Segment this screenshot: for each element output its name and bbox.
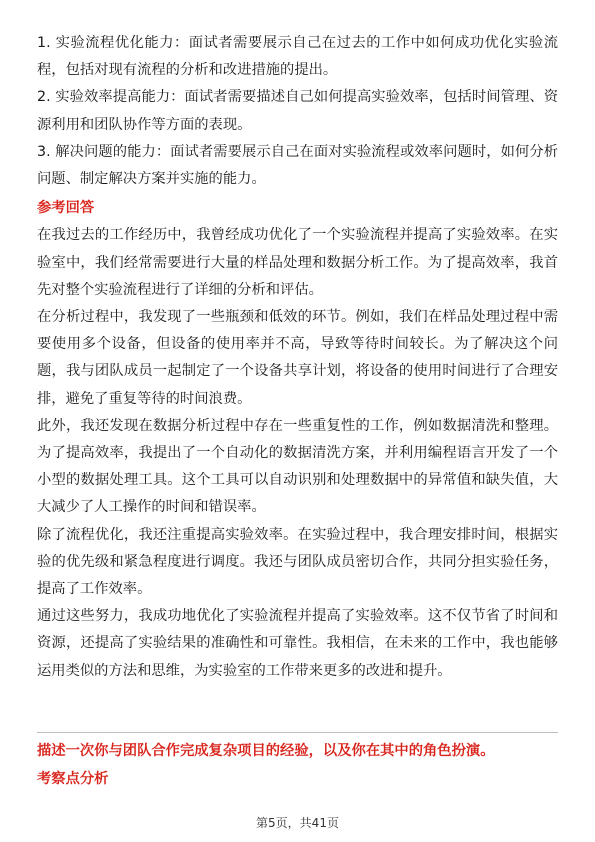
answer-paragraph-2: 在分析过程中，我发现了一些瓶颈和低效的环节。例如，我们在样品处理过程中需要使用多个设备，但设备的使用率并不高，导致等待时间较长。为了解决这个问题，我与团队成员一起制定了一个设备共享计划，将设备的使用时间进行了合理安排，避免了重复等待的时间浪费。	[37, 309, 558, 407]
criterion-1: 1. 实验流程优化能力：面试者需要展示自己在过去的工作中如何成功优化实验流程，包括对现有流程的分析和改进措施的提出。	[37, 35, 558, 79]
section-divider	[37, 732, 558, 733]
answer-paragraph-3: 此外，我还发现在数据分析过程中存在一些重复性的工作，例如数据清洗和整理。为了提高效率，我提出了一个自动化的数据清洗方案，并利用编程语言开发了一个小型的数据处理工具。这个工具可以自动识别和处理数据中的异常值和缺失值，大大减少了人工操作的时间和错误率。	[37, 417, 558, 516]
answer-paragraph-4: 除了流程优化，我还注重提高实验效率。在实验过程中，我合理安排时间，根据实验的优先级和紧急程度进行调度。我还与团队成员密切合作，共同分担实验任务，提高了工作效率。	[37, 526, 558, 598]
criterion-2: 2. 实验效率提高能力：面试者需要描述自己如何提高实验效率，包括时间管理、资源利用和团队协作等方面的表现。	[37, 89, 558, 133]
analysis-subheading: 考察点分析	[37, 771, 109, 787]
document-body	[37, 30, 558, 685]
page-footer: 第5页，共41页	[256, 816, 339, 830]
next-question: 描述一次你与团队合作完成复杂项目的经验，以及你在其中的角色扮演。	[37, 743, 495, 759]
answer-paragraph-1: 在我过去的工作经历中，我曾经成功优化了一个实验流程并提高了实验效率。在实验室中，我们经常需要进行大量的样品处理和数据分析工作。为了提高效率，我首先对整个实验流程进行了详细的分析和评估。	[37, 227, 558, 298]
criterion-3: 3. 解决问题的能力：面试者需要展示自己在面对实验流程或效率问题时，如何分析问题、制定解决方案并实施的能力。	[37, 143, 558, 188]
reference-answer-heading: 参考回答	[37, 200, 95, 217]
answer-paragraph-5: 通过这些努力，我成功地优化了实验流程并提高了实验效率。这不仅节省了时间和资源，还提高了实验结果的准确性和可靠性。我相信，在未来的工作中，我也能够运用类似的方法和思维，为实验室的工作带来更多的改进和提升。	[37, 608, 558, 679]
